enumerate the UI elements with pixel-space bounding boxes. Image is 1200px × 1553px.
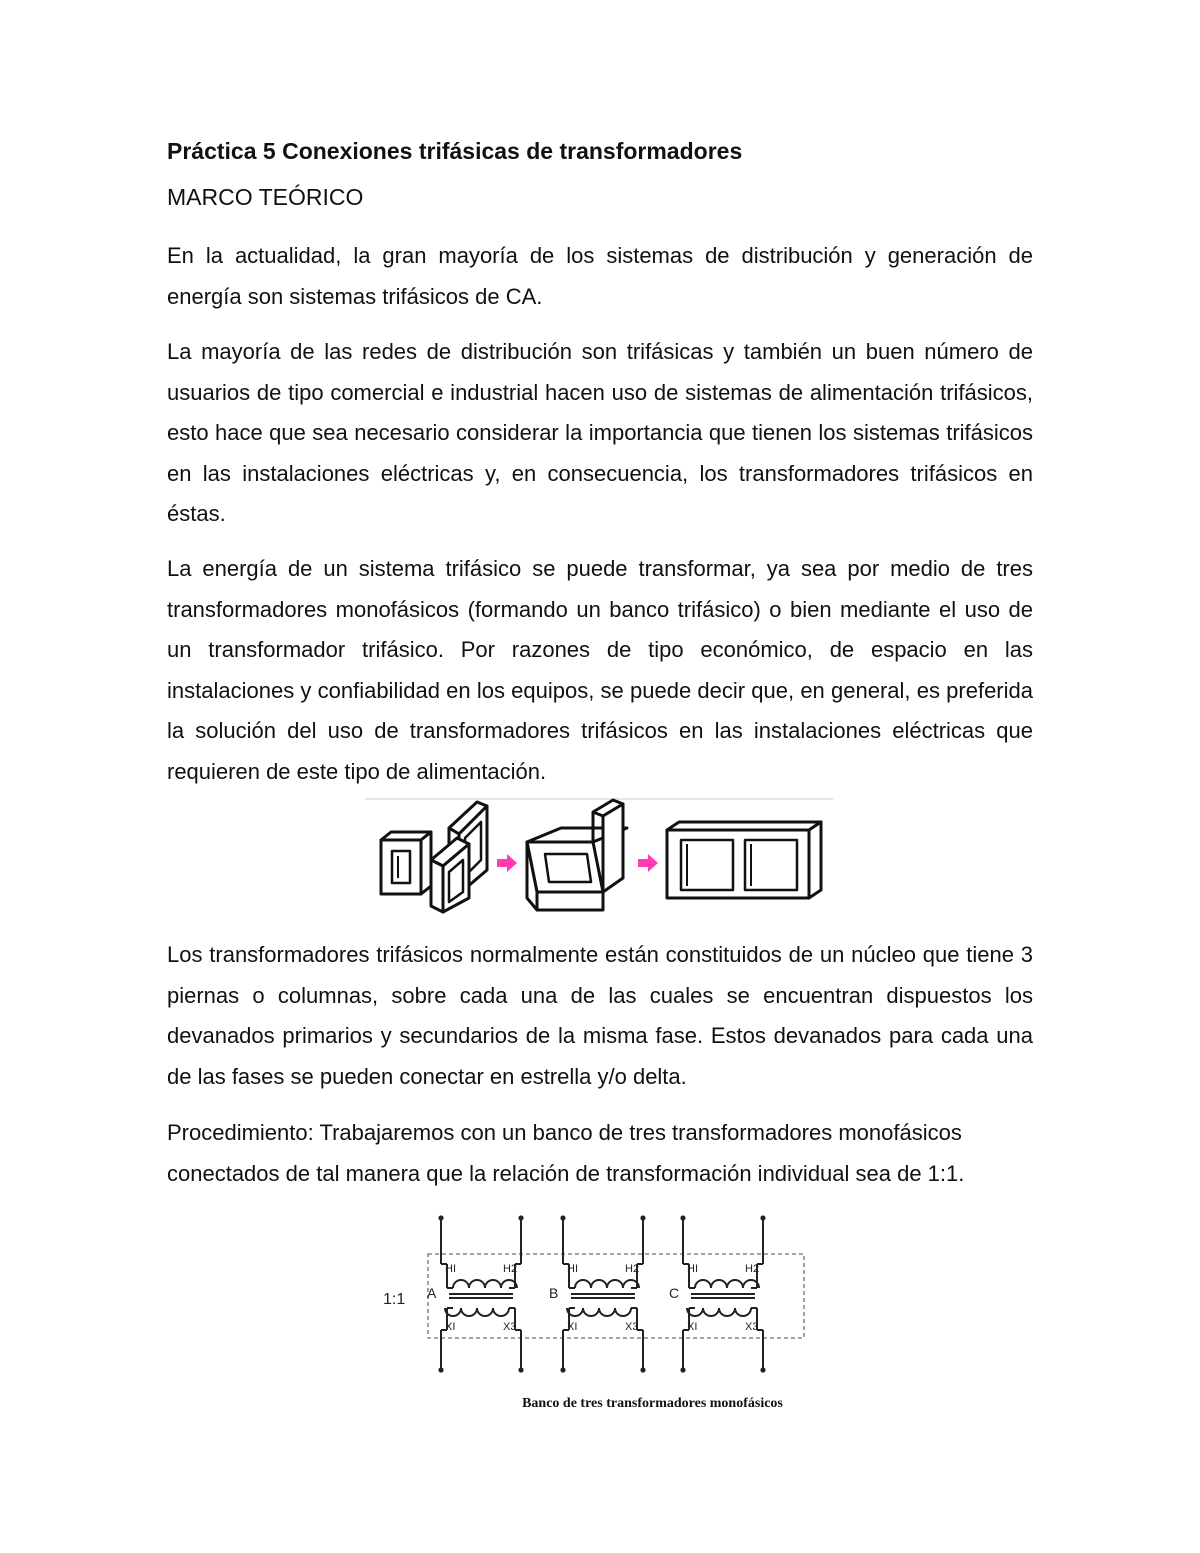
primary-coil xyxy=(575,1280,639,1288)
section-heading: MARCO TEÓRICO xyxy=(167,184,364,210)
primary-label-h1: HI xyxy=(687,1263,698,1275)
transformer-unit-c xyxy=(669,1215,766,1372)
paragraph-distribution: La mayoría de las redes de distribución son trifásicas y también un buen número de usuarios de tipo comercial e industrial hacen uso de sistemas de alimentación trifásicos, esto hace que sea necesario considerar la importancia que tienen los sistemas trifásicos en las instalaciones eléctricas y, en consecuencia, los transformadores trifásicos en éstas. xyxy=(167,339,1033,526)
core-construction-figure xyxy=(365,798,833,914)
primary-label-h2: H2 xyxy=(745,1263,760,1275)
three-single-cores-illustration xyxy=(381,802,487,912)
transformer-bank-diagram xyxy=(375,1208,815,1380)
primary-label-h1: HI xyxy=(445,1263,456,1275)
phase-label: A xyxy=(427,1285,437,1301)
secondary-label-x3: X3 xyxy=(503,1321,517,1333)
three-phase-core-illustration xyxy=(667,822,821,898)
secondary-label-x3: X3 xyxy=(625,1321,639,1333)
secondary-label-x1: XI xyxy=(445,1321,456,1333)
transformer-units xyxy=(427,1215,766,1372)
secondary-label-x1: XI xyxy=(687,1321,698,1333)
arrow-icon xyxy=(638,854,658,872)
page-title: Práctica 5 Conexiones trifásicas de transformadores xyxy=(167,138,743,164)
phase-label: C xyxy=(669,1285,680,1301)
paragraph-energy: La energía de un sistema trifásico se puede transformar, ya sea por medio de tres transformadores monofásicos (formando un banco trifásico) o bien mediante el uso de un transformador trifásico. Por razones de tipo económico, de espacio en las instalaciones y confiabilidad en los equipos, se puede decir que, en general, es preferida la solución del uso de transformadores trifásicos en las instalaciones eléctricas que requieren de este tipo de alimentación. xyxy=(167,556,1033,784)
secondary-label-x1: XI xyxy=(567,1321,578,1333)
arrow-icon xyxy=(497,854,517,872)
secondary-coil xyxy=(687,1308,751,1316)
primary-label-h2: H2 xyxy=(503,1263,518,1275)
primary-coil xyxy=(453,1280,517,1288)
figure-caption: Banco de tres transformadores monofásicos xyxy=(522,1396,783,1411)
paragraph-core-legs: Los transformadores trifásicos normalmente están constituidos de un núcleo que tiene 3 piernas o columnas, sobre cada una de las cuales se encuentran dispuestos los devanados primarios y secundarios de la misma fase. Estos devanados para cada una de las fases se pueden conectar en estrella y/o delta. xyxy=(167,942,1033,1089)
secondary-label-x3: X3 xyxy=(745,1321,759,1333)
transformer-unit-b xyxy=(549,1215,646,1372)
primary-label-h1: HI xyxy=(567,1263,578,1275)
joined-cores-illustration xyxy=(527,800,627,910)
secondary-coil xyxy=(567,1308,631,1316)
paragraph-procedure: Procedimiento: Trabajaremos con un banco de tres transformadores monofásicos conectados de tal manera que la relación de transformación individual sea de 1:1. xyxy=(167,1120,965,1186)
transformer-unit-a xyxy=(427,1215,524,1372)
paragraph-intro: En la actualidad, la gran mayoría de los sistemas de distribución y generación de energía son sistemas trifásicos de CA. xyxy=(167,243,1033,309)
primary-coil xyxy=(695,1280,759,1288)
primary-label-h2: H2 xyxy=(625,1263,640,1275)
phase-label: B xyxy=(549,1285,559,1301)
secondary-coil xyxy=(445,1308,509,1316)
ratio-label: 1:1 xyxy=(383,1291,406,1308)
